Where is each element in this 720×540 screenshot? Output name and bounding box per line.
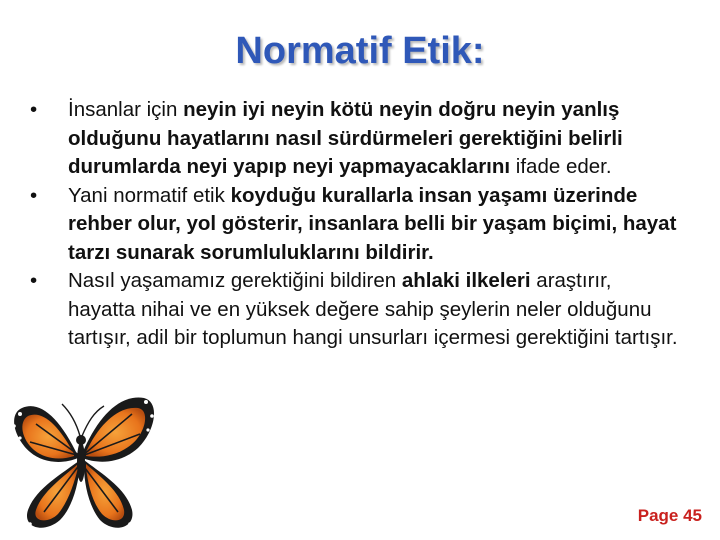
- bullet-dot: •: [30, 269, 38, 292]
- bullet-text-bold: koyduğu kurallarla insan yaşamı üzerinde rehber olur, yol gösterir, insanlara belli bir yaşam biçimi, hayat tarzı sunarak sorumluluklarını bildirir.: [68, 183, 677, 264]
- bullet-item-3: [30, 267, 680, 353]
- bullet-dot: •: [30, 183, 38, 207]
- bullet-list: [30, 96, 680, 353]
- bullet-text: Nasıl yaşamamız gerektiğini bildiren: [68, 269, 402, 292]
- bullet-text-bold: neyin iyi neyin kötü neyin doğru neyin yanlış olduğunu hayatlarını nasıl sürdürmeleri gerektiğini belirli durumlarda neyi yapıp neyi yapmayacaklarını: [68, 98, 623, 178]
- bullet-text: İnsanlar için: [68, 98, 184, 121]
- bullet-text: ifade eder.: [510, 155, 612, 178]
- bullet-text: araştırır, hayatta nihai ve en yüksek değere sahip şeylerin neler olduğunu tartışır, adil bir toplumun hangi unsurları içermesi gerektiğini tartışır.: [68, 269, 678, 349]
- slide-title: Normatif Etik:: [235, 30, 485, 72]
- bullet-dot: •: [30, 98, 38, 121]
- page-number: Page 45: [637, 506, 702, 525]
- bullet-item-2: [30, 182, 680, 268]
- bullet-text: Yani normatif etik: [68, 183, 231, 207]
- bullet-item-1: [30, 96, 680, 182]
- bullet-text-bold: ahlaki ilkeleri: [401, 269, 531, 292]
- butterfly-icon: [0, 378, 160, 540]
